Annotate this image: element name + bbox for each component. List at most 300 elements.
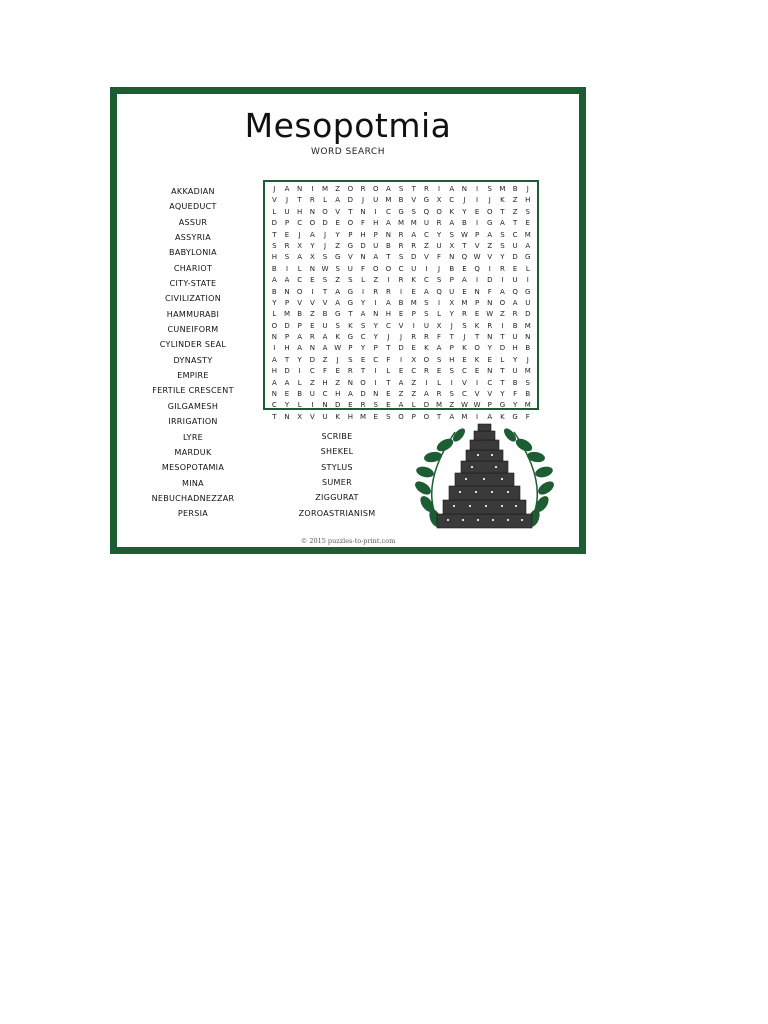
grid-cell: M	[410, 298, 417, 307]
grid-cell: I	[501, 276, 504, 285]
grid-row	[268, 309, 534, 320]
grid-cell: Y	[360, 344, 366, 353]
grid-cell: D	[271, 219, 278, 228]
grid-cell: R	[309, 333, 315, 342]
grid-cell: D	[347, 196, 354, 205]
grid-cell: N	[309, 344, 315, 353]
grid-cell: R	[411, 333, 417, 342]
grid-cell: V	[424, 253, 429, 262]
grid-cell: T	[500, 378, 505, 387]
grid-row	[268, 184, 534, 195]
grid-cell: I	[412, 321, 415, 330]
grid-cell: T	[348, 207, 353, 216]
grid-cell: J	[400, 333, 403, 342]
grid-cell: O	[474, 344, 480, 353]
grid-cell: N	[373, 310, 379, 319]
grid-cell: E	[474, 310, 480, 319]
grid-cell: L	[272, 310, 277, 319]
grid-cell: Y	[297, 355, 302, 364]
grid-cell: E	[373, 412, 378, 421]
grid-row	[268, 366, 534, 377]
grid-cell: V	[487, 253, 493, 262]
grid-cell: I	[362, 287, 365, 296]
grid-cell: Y	[436, 230, 442, 239]
grid-cell: H	[284, 344, 290, 353]
word-list-item: MINA	[182, 478, 204, 488]
grid-cell: P	[474, 230, 480, 239]
grid-cell: M	[436, 401, 443, 410]
grid-cell: I	[476, 412, 479, 421]
grid-cell: A	[335, 298, 341, 307]
grid-cell: I	[374, 367, 377, 376]
grid-cell: Y	[500, 253, 505, 262]
grid-cell: G	[525, 253, 531, 262]
grid-cell: L	[297, 264, 302, 273]
grid-cell: C	[411, 367, 417, 376]
page-subtitle: WORD SEARCH	[311, 147, 385, 157]
grid-cell: G	[334, 253, 341, 262]
grid-cell: D	[423, 401, 430, 410]
grid-row	[268, 252, 534, 263]
grid-row	[268, 378, 534, 389]
grid-cell: J	[362, 196, 365, 205]
grid-cell: J	[463, 196, 466, 205]
grid-cell: I	[476, 276, 479, 285]
grid-cell: B	[525, 390, 531, 399]
grid-row	[268, 298, 534, 309]
grid-cell: A	[500, 287, 505, 296]
grid-cell: O	[385, 264, 392, 273]
grid-cell: N	[309, 264, 315, 273]
grid-cell: T	[512, 219, 518, 228]
grid-cell: Q	[423, 207, 430, 216]
grid-cell: A	[297, 344, 303, 353]
grid-cell: A	[335, 196, 341, 205]
grid-cell: F	[386, 355, 391, 364]
grid-cell: M	[461, 412, 468, 421]
word-list-item: AQUEDUCT	[169, 202, 217, 212]
grid-cell: N	[487, 367, 493, 376]
grid-cell: H	[297, 207, 303, 216]
grid-cell: Z	[512, 207, 518, 216]
word-list-item: DYNASTY	[173, 355, 213, 365]
grid-cell: Y	[335, 230, 340, 239]
grid-cell: K	[411, 276, 417, 285]
grid-cell: N	[474, 287, 480, 296]
word-list-item: IRRIGATION	[168, 417, 218, 427]
grid-cell: J	[526, 355, 529, 364]
grid-cell: T	[386, 344, 391, 353]
grid-cell: W	[460, 401, 468, 410]
grid-cell: X	[297, 412, 303, 421]
grid-cell: C	[385, 321, 391, 330]
grid-cell: O	[423, 355, 430, 364]
grid-cell: L	[272, 207, 277, 216]
grid-cell: W	[473, 253, 481, 262]
grid-cell: Z	[411, 390, 417, 399]
grid-cell: Q	[436, 287, 442, 296]
grid-cell: A	[411, 230, 417, 239]
grid-cell: I	[476, 219, 479, 228]
grid-cell: A	[398, 401, 404, 410]
grid-cell: I	[374, 378, 377, 387]
grid-cell: M	[398, 219, 405, 228]
grid-cell: R	[411, 241, 417, 250]
grid-cell: B	[449, 264, 455, 273]
grid-cell: E	[474, 207, 480, 216]
word-list-item: PERSIA	[177, 509, 209, 519]
grid-cell: Z	[398, 390, 404, 399]
grid-cell: S	[424, 298, 429, 307]
grid-cell: R	[423, 185, 429, 193]
grid-cell: O	[296, 287, 303, 296]
grid-cell: E	[335, 367, 340, 376]
grid-cell: A	[271, 378, 277, 387]
grid-cell: E	[398, 367, 404, 376]
grid-cell: M	[410, 219, 417, 228]
grid-cell: V	[474, 390, 480, 399]
grid-cell: K	[348, 321, 353, 330]
grid-cell: B	[525, 344, 531, 353]
grid-cell: R	[423, 367, 429, 376]
grid-cell: P	[411, 310, 416, 319]
grid-cell: N	[461, 185, 468, 193]
grid-cell: F	[437, 253, 442, 262]
grid-cell: A	[284, 185, 290, 193]
grid-cell: R	[499, 264, 505, 273]
grid-cell: V	[309, 298, 315, 307]
grid-cell: Q	[512, 287, 518, 296]
grid-cell: A	[487, 412, 493, 421]
grid-cell: T	[474, 333, 480, 342]
grid-cell: E	[348, 401, 353, 410]
word-list-item: STYLUS	[321, 462, 353, 472]
grid-cell: N	[373, 390, 379, 399]
grid-cell: I	[311, 185, 314, 193]
grid-cell: A	[360, 310, 366, 319]
grid-cell: R	[487, 321, 493, 330]
grid-cell: Z	[500, 310, 505, 319]
grid-cell: M	[524, 367, 531, 376]
grid-cell: R	[398, 230, 404, 239]
grid-cell: G	[347, 298, 354, 307]
grid-cell: D	[360, 241, 366, 250]
grid-cell: B	[271, 264, 277, 273]
grid-cell: B	[322, 310, 328, 319]
grid-cell: R	[423, 333, 429, 342]
grid-row	[268, 230, 534, 241]
grid-cell: A	[335, 287, 341, 296]
grid-cell: L	[361, 276, 365, 285]
page-title: Mesopotmia	[244, 106, 452, 145]
grid-cell: I	[438, 185, 441, 193]
grid-cell: S	[449, 230, 454, 239]
grid-cell: N	[487, 298, 493, 307]
grid-cell: L	[437, 310, 442, 319]
grid-cell: G	[347, 333, 354, 342]
grid-cell: O	[423, 412, 430, 421]
grid-cell: T	[449, 333, 454, 342]
grid-cell: Z	[512, 196, 518, 205]
grid-cell: K	[474, 355, 480, 364]
grid-cell: R	[461, 310, 467, 319]
grid-cell: R	[309, 196, 315, 205]
grid-cell: M	[322, 185, 329, 193]
grid-cell: E	[525, 219, 530, 228]
grid-cell: H	[449, 355, 455, 364]
grid-cell: I	[285, 264, 289, 273]
grid-cell: U	[525, 298, 531, 307]
grid-cell: I	[425, 264, 428, 273]
grid-cell: S	[424, 310, 429, 319]
grid-cell: I	[298, 367, 301, 376]
grid-cell: O	[271, 321, 278, 330]
grid-row	[268, 241, 534, 252]
grid-cell: D	[411, 253, 417, 262]
grid-cell: S	[373, 401, 378, 410]
grid-cell: P	[284, 219, 290, 228]
grid-cell: H	[322, 378, 328, 387]
grid-cell: H	[347, 412, 353, 421]
grid-cell: K	[474, 321, 480, 330]
grid-cell: J	[526, 185, 529, 193]
grid-cell: E	[386, 390, 391, 399]
grid-cell: W	[334, 344, 342, 353]
grid-cell: U	[512, 276, 518, 285]
grid-cell: C	[360, 333, 366, 342]
grid-cell: P	[297, 321, 302, 330]
grid-cell: B	[512, 185, 518, 193]
grid-cell: I	[311, 401, 314, 410]
grid-cell: S	[386, 412, 391, 421]
grid-cell: R	[284, 241, 290, 250]
grid-cell: A	[271, 355, 277, 364]
grid-cell: R	[398, 241, 404, 250]
grid-cell: E	[310, 321, 315, 330]
grid-cell: A	[297, 333, 303, 342]
grid-cell: Y	[512, 401, 518, 410]
grid-cell: B	[297, 390, 303, 399]
grid-cell: D	[284, 367, 290, 376]
grid-cell: R	[373, 287, 379, 296]
grid-cell: V	[335, 207, 341, 216]
grid-cell: R	[436, 390, 442, 399]
grid-cell: R	[512, 310, 518, 319]
grid-cell: H	[271, 253, 277, 262]
grid-cell: U	[411, 264, 417, 273]
grid-cell: S	[500, 241, 505, 250]
grid-cell: O	[436, 207, 442, 216]
grid-cell: L	[525, 264, 530, 273]
word-list-item: HAMMURABI	[166, 309, 220, 319]
grid-cell: B	[512, 321, 518, 330]
word-list-item: CHARIOT	[173, 263, 213, 273]
grid-cell: Z	[487, 241, 493, 250]
grid-cell: J	[450, 321, 453, 330]
grid-cell: G	[334, 310, 341, 319]
grid-cell: N	[271, 333, 277, 342]
grid-cell: Y	[462, 207, 467, 216]
grid-cell: N	[360, 253, 366, 262]
grid-cell: N	[271, 390, 277, 399]
grid-cell: X	[436, 321, 442, 330]
grid-cell: U	[284, 207, 290, 216]
grid-cell: A	[385, 219, 391, 228]
grid-row	[268, 195, 534, 206]
grid-cell: I	[450, 378, 453, 387]
letter-grid	[263, 180, 539, 421]
grid-cell: V	[462, 378, 467, 387]
grid-row	[268, 264, 534, 275]
grid-cell: M	[499, 185, 506, 193]
grid-cell: I	[425, 378, 428, 387]
grid-cell: E	[462, 287, 467, 296]
word-list-item: CUNEIFORM	[167, 325, 219, 335]
grid-row	[268, 275, 534, 286]
grid-cell: V	[309, 412, 315, 421]
grid-cell: U	[322, 412, 328, 421]
grid-cell: N	[487, 333, 493, 342]
grid-cell: E	[398, 310, 404, 319]
grid-cell: A	[373, 253, 379, 262]
grid-cell: F	[437, 333, 442, 342]
grid-cell: B	[385, 241, 391, 250]
word-search-sheet	[110, 87, 586, 554]
grid-cell: X	[436, 196, 442, 205]
grid-cell: T	[500, 367, 505, 376]
grid-cell: N	[322, 401, 328, 410]
grid-cell: U	[309, 390, 315, 399]
word-list-item: FERTILE CRESCENT	[152, 386, 234, 396]
grid-cell: Y	[449, 310, 454, 319]
grid-cell: Y	[373, 321, 378, 330]
grid-cell: T	[272, 412, 277, 421]
grid-cell: S	[284, 253, 290, 262]
grid-cell: V	[297, 298, 303, 307]
grid-cell: G	[525, 287, 531, 296]
grid-cell: Z	[309, 310, 315, 319]
grid-cell: L	[297, 401, 302, 410]
grid-cell: E	[487, 355, 492, 364]
grid-cell: Z	[335, 185, 341, 193]
grid-cell: Y	[310, 241, 315, 250]
grid-cell: S	[449, 367, 454, 376]
grid-cell: Y	[500, 390, 505, 399]
grid-cell: H	[525, 196, 531, 205]
grid-cell: P	[348, 344, 353, 353]
grid-cell: C	[271, 401, 277, 410]
grid-cell: M	[461, 298, 468, 307]
grid-cell: M	[524, 401, 531, 410]
grid-cell: N	[449, 253, 455, 262]
grid-cell: T	[411, 185, 416, 193]
grid-cell: S	[525, 378, 530, 387]
word-list-item: ASSYRIA	[174, 233, 211, 243]
grid-cell: C	[461, 390, 467, 399]
grid-cell: E	[474, 367, 480, 376]
grid-cell: A	[284, 276, 290, 285]
grid-cell: I	[374, 207, 377, 216]
grid-cell: P	[373, 230, 378, 239]
grid-cell: A	[436, 344, 442, 353]
grid-cell: E	[411, 287, 416, 296]
grid-cell: Y	[512, 355, 518, 364]
grid-cell: B	[462, 219, 467, 228]
word-list-item: CYLINDER SEAL	[159, 340, 227, 350]
grid-cell: S	[322, 276, 328, 285]
grid-cell: G	[499, 401, 506, 410]
grid-cell: Z	[322, 355, 328, 364]
grid-cell: V	[411, 196, 417, 205]
grid-cell: H	[360, 230, 366, 239]
grid-cell: Z	[309, 378, 315, 387]
grid-cell: O	[360, 378, 366, 387]
grid-cell: K	[500, 412, 505, 421]
grid-row	[268, 287, 534, 298]
grid-cell: M	[283, 310, 291, 319]
grid-cell: B	[398, 298, 404, 307]
grid-cell: Y	[272, 298, 277, 307]
grid-cell: E	[284, 390, 290, 399]
grid-cell: I	[526, 276, 529, 285]
grid-cell: S	[436, 355, 442, 364]
grid-cell: A	[309, 230, 315, 239]
grid-cell: X	[297, 241, 303, 250]
grid-cell: J	[273, 185, 276, 193]
grid-cell: Z	[424, 241, 429, 250]
grid-cell: A	[322, 344, 328, 353]
grid-row	[268, 321, 534, 332]
word-list-item: GILGAMESH	[167, 401, 219, 411]
grid-cell: X	[449, 241, 455, 250]
grid-cell: G	[512, 412, 518, 421]
grid-cell: V	[487, 390, 493, 399]
grid-cell: A	[385, 185, 391, 193]
grid-cell: H	[512, 344, 518, 353]
grid-cell: B	[512, 378, 518, 387]
grid-cell: F	[513, 390, 518, 399]
grid-cell: Z	[411, 378, 417, 387]
grid-cell: Z	[335, 378, 341, 387]
grid-cell: S	[398, 253, 404, 262]
grid-cell: J	[323, 241, 327, 250]
grid-cell: O	[347, 219, 354, 228]
grid-cell: E	[411, 344, 416, 353]
word-list-item: SUMER	[322, 478, 352, 488]
grid-cell: F	[487, 287, 492, 296]
grid-cell: D	[335, 401, 341, 410]
grid-cell: C	[423, 230, 429, 239]
grid-cell: R	[436, 219, 442, 228]
grid-cell: S	[487, 185, 492, 193]
grid-cell: K	[335, 333, 340, 342]
grid-cell: X	[411, 355, 417, 364]
word-list-item: CITY-STATE	[169, 279, 217, 289]
grid-row	[268, 389, 534, 400]
grid-cell: Y	[284, 401, 290, 410]
grid-cell: P	[284, 333, 290, 342]
grid-cell: B	[271, 287, 277, 296]
grid-cell: P	[284, 298, 290, 307]
grid-cell: E	[512, 264, 518, 273]
grid-cell: I	[374, 298, 377, 307]
grid-cell: V	[322, 298, 328, 307]
grid-cell: Z	[373, 276, 379, 285]
grid-cell: M	[524, 321, 531, 330]
grid-cell: J	[285, 196, 289, 205]
grid-cell: A	[449, 185, 455, 193]
grid-cell: A	[271, 276, 277, 285]
